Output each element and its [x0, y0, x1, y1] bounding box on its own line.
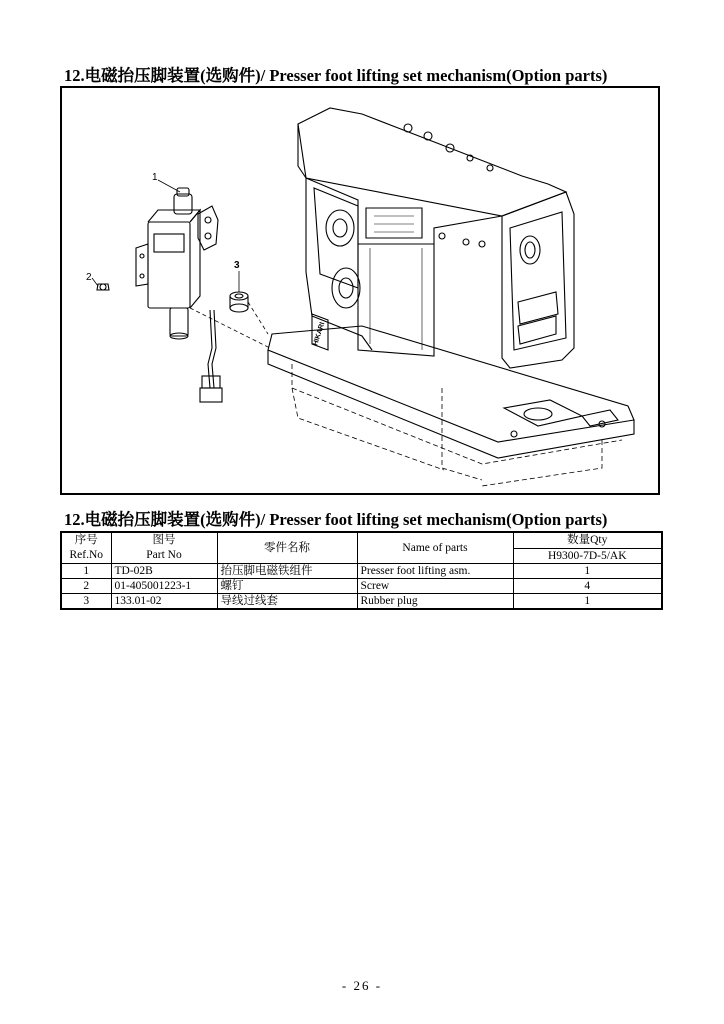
row-part-no: 01-405001223-1 [111, 579, 217, 594]
parts-table [60, 531, 663, 610]
table-row [61, 579, 662, 594]
section-title-bottom: 12.电磁抬压脚装置(选购件)/ Presser foot lifting set mechanism(Option parts) [64, 510, 608, 529]
row-name-en: Rubber plug [357, 594, 513, 610]
row-part-no: TD-02B [111, 564, 217, 579]
row-name-cn: 导线过线套 [217, 594, 357, 610]
header-ref-cn: 序号 [74, 534, 98, 546]
header-name-en: Name of parts [357, 532, 513, 564]
header-part-cn: 图号 [152, 534, 176, 546]
page-number: - 26 - [341, 978, 383, 993]
table-header-row [61, 532, 662, 548]
solenoid-assembly [136, 188, 222, 402]
header-part [111, 532, 217, 564]
rubber-plug-part [230, 292, 248, 312]
row-qty: 1 [513, 594, 662, 610]
exploded-view-figure [60, 86, 660, 495]
callout-1: 1 [152, 172, 158, 183]
row-ref: 3 [61, 594, 111, 610]
callout-3: 3 [234, 260, 240, 271]
row-part-no: 133.01-02 [111, 594, 217, 610]
row-name-cn: 螺钉 [217, 579, 357, 594]
header-model: H9300-7D-5/AK [513, 548, 662, 564]
sewing-machine-head [268, 108, 634, 486]
section-title-top: 12.电磁抬压脚装置(选购件)/ Presser foot lifting set mechanism(Option parts) [64, 66, 608, 85]
row-ref: 2 [61, 579, 111, 594]
exploded-view-drawing [62, 88, 658, 493]
screw-part [97, 284, 109, 290]
row-name-cn: 抬压脚电磁铁组件 [217, 564, 357, 579]
table-row [61, 564, 662, 579]
row-name-en: Presser foot lifting asm. [357, 564, 513, 579]
table-row [61, 594, 662, 610]
row-qty: 4 [513, 579, 662, 594]
row-qty: 1 [513, 564, 662, 579]
header-name-cn: 零件名称 [217, 532, 357, 564]
row-name-en: Screw [357, 579, 513, 594]
brand-plate-text: HIKARI [312, 321, 327, 347]
header-ref-en: Ref.No [69, 549, 104, 561]
row-ref: 1 [61, 564, 111, 579]
header-qty: 数量Qty [513, 532, 662, 548]
header-ref [61, 532, 111, 564]
callout-2: 2 [86, 272, 92, 283]
header-part-en: Part No [146, 549, 182, 561]
